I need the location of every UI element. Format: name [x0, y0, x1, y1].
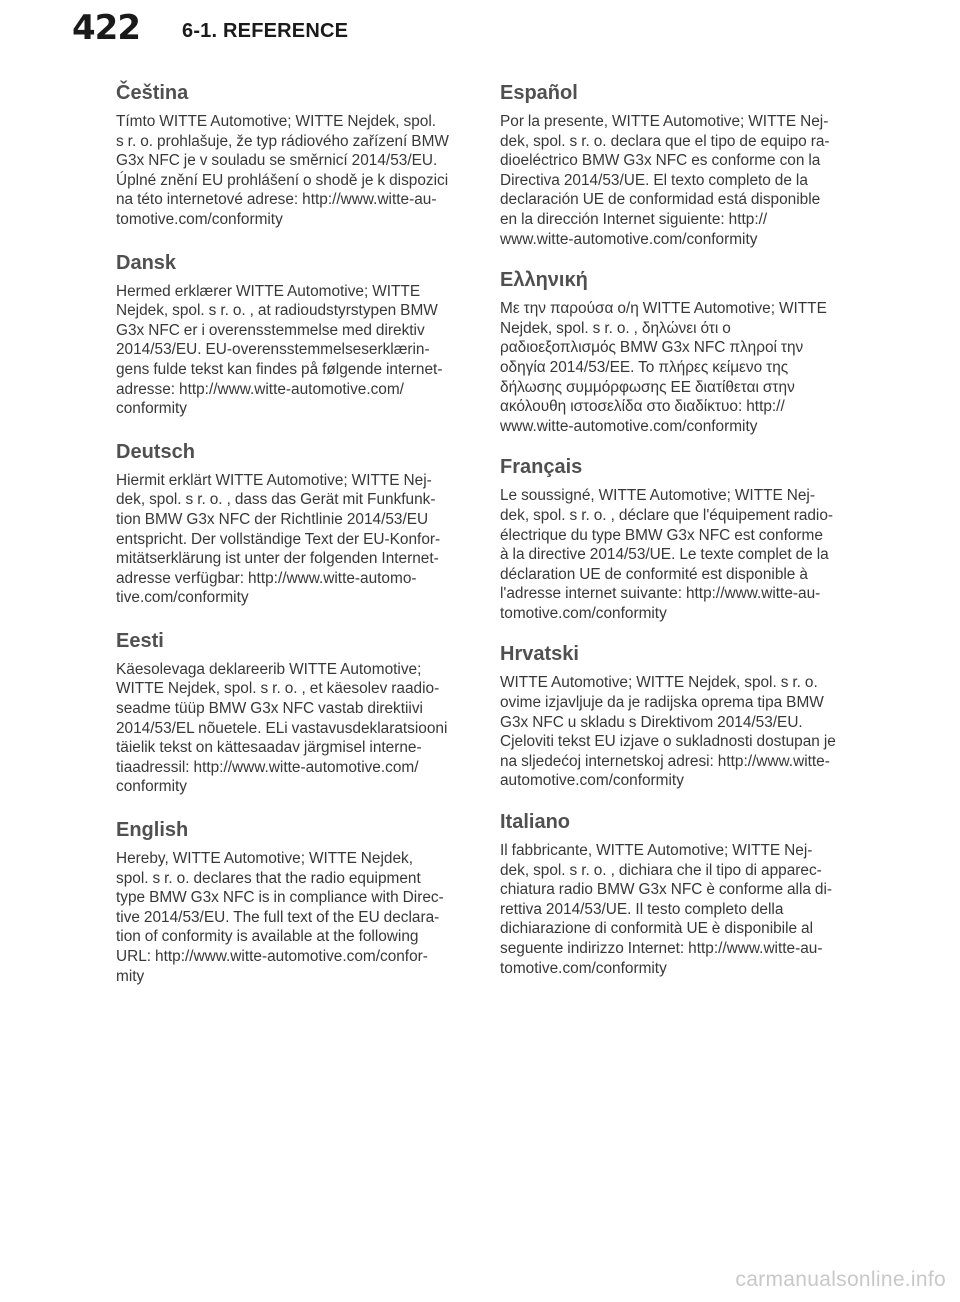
text-line: Hiermit erklärt WITTE Automotive; WITTE Nej-: [116, 471, 432, 489]
text-line: dek, spol. s r. o. , dass das Gerät mit Funkfunk-: [116, 491, 436, 509]
section-heading: Français: [500, 456, 583, 479]
section-body: [116, 471, 468, 608]
text-line: adresse: http://www.witte-automotive.com/: [116, 380, 404, 398]
text-line: seguente indirizzo Internet: http://www.witte-au-: [500, 940, 823, 957]
text-line: ovime izjavljuje da je radijska oprema tipa BMW: [500, 694, 824, 712]
text-line: automotive.com/conformity: [500, 772, 684, 790]
text-line: Hermed erklærer WITTE Automotive; WITTE: [116, 282, 421, 300]
text-line: ραδιοεξοπλισμός BMW G3x NFC πληροί την: [500, 339, 804, 357]
text-line: gens fulde tekst kan findes på følgende internet-: [116, 360, 443, 378]
page-number: 422: [72, 8, 140, 48]
text-line: électrique du type BMW G3x NFC est conforme: [500, 526, 823, 544]
section-heading: Dansk: [116, 251, 177, 274]
section-body: [500, 486, 852, 623]
text-line: na sljedećoj internetskoj adresi: http://www.witte-: [500, 752, 830, 770]
text-line: Nejdek, spol. s r. o. , at radioudstyrstypen BMW: [116, 302, 438, 320]
text-line: Με την παρούσα ο/η WITTE Automotive; WITTE: [500, 300, 827, 318]
section-francais: [500, 454, 852, 623]
text-line: rettiva 2014/53/UE. Il testo completo della: [500, 900, 784, 918]
section-english: [116, 817, 468, 986]
text-line: G3x NFC je v souladu se směrnicí 2014/53/EU.: [116, 152, 438, 170]
text-line: na této internetové adrese: http://www.witte-au-: [116, 191, 437, 209]
section-body: [116, 112, 468, 230]
left-column: [116, 80, 468, 1006]
text-line: en la dirección Internet siguiente: http://: [500, 210, 768, 228]
section-espanol: [500, 80, 852, 249]
text-line: WITTE Nejdek, spol. s r. o. , et käesolev raadio-: [116, 680, 440, 698]
section-heading: Ελληνική: [500, 269, 588, 292]
right-column: [500, 80, 852, 996]
text-line: Directiva 2014/53/UE. El texto completo de la: [500, 171, 808, 189]
section-body: [116, 849, 468, 986]
text-line: Tímto WITTE Automotive; WITTE Nejdek, spol.: [116, 113, 437, 130]
section-heading: Hrvatski: [500, 643, 579, 666]
text-line: tive 2014/53/EU. The full text of the EU declara-: [116, 908, 440, 926]
text-line: WITTE Automotive; WITTE Nejdek, spol. s r. o.: [500, 674, 818, 692]
text-line: G3x NFC u skladu s Direktivom 2014/53/EU.: [500, 713, 803, 731]
text-line: s r. o. prohlašuje, že typ rádiového zařízení BMW: [116, 132, 449, 150]
section-deutsch: [116, 439, 468, 608]
text-line: tive.com/conformity: [116, 589, 249, 607]
section-heading: Español: [500, 82, 578, 104]
text-line: Le soussigné, WITTE Automotive; WITTE Nej-: [500, 487, 815, 505]
text-line: tion BMW G3x NFC der Richtlinie 2014/53/EU: [116, 510, 429, 528]
text-line: mitätserklärung ist unter der folgenden Internet-: [116, 550, 439, 568]
text-line: chiatura radio BMW G3x NFC è conforme alla di-: [500, 881, 833, 899]
text-line: Por la presente, WITTE Automotive; WITTE Nej-: [500, 113, 829, 130]
text-line: G3x NFC er i overensstemmelse med direktiv: [116, 321, 425, 339]
text-line: conformity: [116, 400, 187, 418]
text-line: entspricht. Der vollständige Text der EU-Konfor-: [116, 530, 441, 548]
text-line: à la directive 2014/53/UE. Le texte complet de la: [500, 546, 829, 564]
section-heading: Italiano: [500, 811, 571, 834]
section-body: [500, 112, 852, 249]
section-hrvatski: [500, 641, 852, 791]
text-line: Úplné znění EU prohlášení o shodě je k dispozici: [116, 171, 449, 189]
section-body: [116, 660, 468, 797]
text-line: URL: http://www.witte-automotive.com/confor-: [116, 948, 428, 965]
section-body: [116, 282, 468, 419]
text-line: dek, spol. s r. o. declara que el tipo de equipo ra-: [500, 132, 830, 150]
chapter-title: 6-1. REFERENCE: [182, 20, 349, 42]
text-line: dek, spol. s r. o. , dichiara che il tipo di apparec-: [500, 861, 822, 879]
text-line: Käesolevaga deklareerib WITTE Automotive;: [116, 660, 422, 678]
text-line: seadme tüüp BMW G3x NFC vastab direktiivi: [116, 700, 423, 718]
text-line: δήλωσης συμμόρφωσης ΕΕ διατίθεται στην: [500, 378, 795, 396]
section-heading: Čeština: [116, 82, 189, 104]
section-heading: Deutsch: [116, 440, 195, 463]
text-line: www.witte-automotive.com/conformity: [500, 417, 758, 435]
section-cestina: [116, 80, 468, 230]
text-line: dioeléctrico BMW G3x NFC es conforme con la: [500, 152, 821, 170]
text-line: conformity: [116, 778, 187, 796]
text-line: Hereby, WITTE Automotive; WITTE Nejdek,: [116, 850, 413, 868]
section-dansk: [116, 250, 468, 419]
text-line: tomotive.com/conformity: [116, 210, 283, 228]
section-body: [500, 841, 852, 978]
text-line: déclaration UE de conformité est disponible à: [500, 565, 808, 583]
text-line: tomotive.com/conformity: [500, 604, 667, 622]
text-line: mity: [116, 967, 145, 985]
text-line: www.witte-automotive.com/conformity: [500, 230, 758, 248]
text-line: 2014/53/EL nõuetele. ELi vastavusdeklaratsiooni: [116, 719, 448, 737]
text-line: täielik tekst on kättesaadav järgmisel interne-: [116, 739, 422, 757]
text-line: spol. s r. o. declares that the radio equipment: [116, 869, 421, 887]
text-line: type BMW G3x NFC is in compliance with Direc-: [116, 889, 444, 907]
text-line: l'adresse internet suivante: http://www.witte-au-: [500, 585, 821, 603]
text-line: tiaadressil: http://www.witte-automotive.com/: [116, 758, 419, 776]
section-ellinika: [500, 267, 852, 436]
text-line: declaración UE de conformidad está disponible: [500, 191, 821, 209]
text-line: Cjeloviti tekst EU izjave o sukladnosti dostupan je: [500, 733, 836, 751]
text-line: tomotive.com/conformity: [500, 959, 667, 977]
text-line: tion of conformity is available at the following: [116, 928, 419, 946]
text-line: adresse verfügbar: http://www.witte-automo-: [116, 569, 417, 587]
section-body: [500, 299, 852, 436]
text-line: Nejdek, spol. s r. o. , δηλώνει ότι ο: [500, 319, 731, 337]
text-line: οδηγία 2014/53/ΕΕ. Το πλήρες κείμενο της: [500, 358, 789, 376]
text-line: 2014/53/EU. EU-overensstemmelseserklærin-: [116, 341, 430, 359]
text-line: ακόλουθη ιστοσελίδα στο διαδίκτυο: http://: [500, 398, 785, 416]
text-line: dichiarazione di conformità UE è disponibile al: [500, 920, 814, 938]
section-heading: English: [116, 819, 189, 842]
section-italiano: [500, 809, 852, 978]
section-heading: Eesti: [116, 629, 164, 652]
section-eesti: [116, 628, 468, 797]
site-watermark: carmanualsonline.info: [735, 1268, 946, 1291]
text-line: dek, spol. s r. o. , déclare que l'équipement radio-: [500, 506, 834, 524]
section-body: [500, 673, 852, 791]
text-line: Il fabbricante, WITTE Automotive; WITTE Nej-: [500, 842, 813, 860]
